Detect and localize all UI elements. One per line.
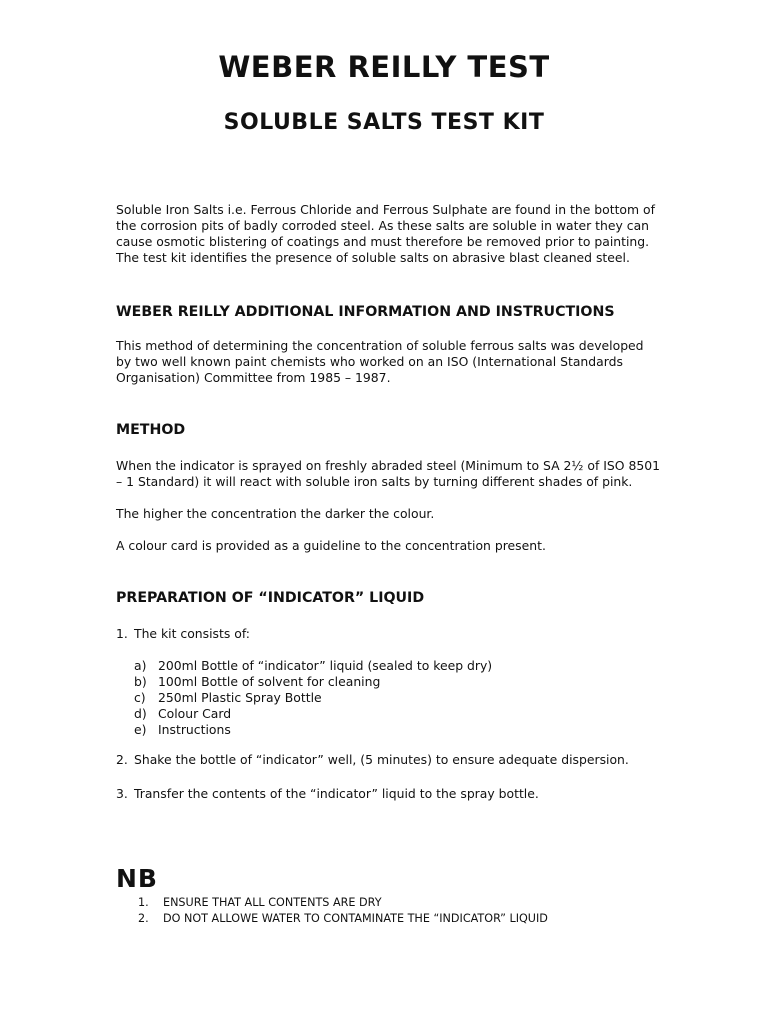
nb-item-text: ENSURE THAT ALL CONTENTS ARE DRY: [163, 896, 382, 909]
step-number: 2.: [116, 752, 128, 767]
kit-item: [134, 722, 231, 738]
nb-item-number: 1.: [138, 896, 149, 909]
intro-line: the corrosion pits of badly corroded steel. As these salts are soluble in water they can: [116, 218, 650, 233]
kit-item-marker: b): [134, 674, 147, 689]
additional-info-line: This method of determining the concentration of soluble ferrous salts was developed: [116, 338, 644, 353]
document-title: WEBER REILLY TEST: [218, 50, 550, 84]
kit-item-marker: e): [134, 722, 147, 737]
nb-heading: NB: [116, 864, 158, 893]
kit-item-marker: c): [134, 690, 146, 705]
step-number: 3.: [116, 786, 128, 801]
kit-item: [134, 690, 322, 706]
step-1: [116, 626, 250, 642]
intro-line: Soluble Iron Salts i.e. Ferrous Chloride and Ferrous Sulphate are found in the bottom of: [116, 202, 655, 217]
intro-line: cause osmotic blistering of coatings and must therefore be removed prior to painting.: [116, 234, 650, 249]
step-number: 1.: [116, 626, 128, 641]
method-concentration-line: The higher the concentration the darker the colour.: [116, 506, 435, 521]
kit-item-marker: a): [134, 658, 147, 673]
kit-item-text: 200ml Bottle of “indicator” liquid (sealed to keep dry): [158, 658, 493, 673]
kit-item-text: Instructions: [158, 722, 231, 737]
method-line: When the indicator is sprayed on freshly abraded steel (Minimum to SA 2½ of ISO 8501: [116, 458, 660, 473]
nb-item: [138, 911, 548, 926]
kit-item-text: 100ml Bottle of solvent for cleaning: [158, 674, 381, 689]
step-text: Transfer the contents of the “indicator” liquid to the spray bottle.: [134, 786, 539, 801]
step-text: The kit consists of:: [134, 626, 250, 641]
kit-item-text: Colour Card: [158, 706, 232, 721]
kit-item-text: 250ml Plastic Spray Bottle: [158, 690, 322, 705]
additional-info-line: by two well known paint chemists who worked on an ISO (International Standards: [116, 354, 623, 369]
section-heading-preparation: PREPARATION OF “INDICATOR” LIQUID: [116, 590, 425, 606]
intro-line: The test kit identifies the presence of soluble salts on abrasive blast cleaned steel.: [116, 250, 630, 265]
section-heading-method: METHOD: [116, 422, 186, 438]
step-text: Shake the bottle of “indicator” well, (5 minutes) to ensure adequate dispersion.: [134, 752, 629, 767]
kit-item: [134, 658, 492, 674]
document-subtitle: SOLUBLE SALTS TEST KIT: [223, 110, 545, 135]
step-3: [116, 786, 539, 802]
additional-info-line: Organisation) Committee from 1985 – 1987.: [116, 370, 391, 385]
method-colour-card-line: A colour card is provided as a guideline to the concentration present.: [116, 538, 546, 553]
section-heading-additional-info: WEBER REILLY ADDITIONAL INFORMATION AND INSTRUCTIONS: [116, 304, 615, 320]
kit-item: [134, 706, 231, 722]
step-2: [116, 752, 629, 768]
nb-item-number: 2.: [138, 912, 149, 925]
method-line: – 1 Standard) it will react with soluble iron salts by turning different shades of pink.: [116, 474, 633, 489]
kit-item: [134, 674, 380, 690]
kit-item-marker: d): [134, 706, 147, 721]
nb-item: [138, 895, 382, 910]
nb-item-text: DO NOT ALLOWE WATER TO CONTAMINATE THE “INDICATOR” LIQUID: [163, 912, 548, 925]
